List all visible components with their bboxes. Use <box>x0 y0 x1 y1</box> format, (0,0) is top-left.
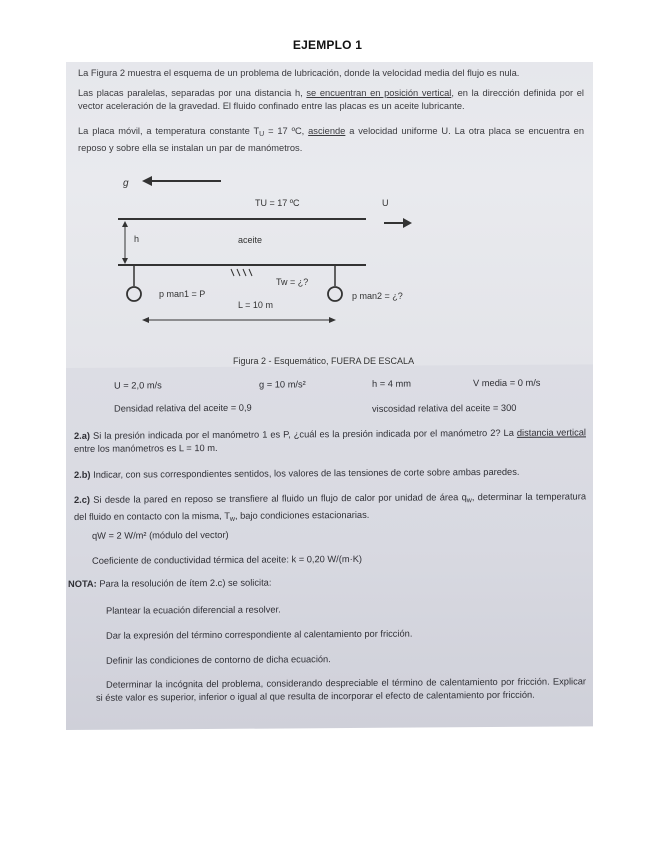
fluid-label: aceite <box>238 235 263 245</box>
q2b-number: 2.b) <box>74 469 91 480</box>
intro-p2-a: Las placas paralelas, separadas por una distancia h, <box>78 88 307 98</box>
manometer-1-icon <box>127 287 141 301</box>
q2b-text: Indicar, con sus correspondientes sentidos, los valores de las tensiones de corte sobre ambas paredes. <box>90 466 520 480</box>
h-arrow-bottom <box>122 258 128 264</box>
intro-p3-underlined: asciende <box>308 126 346 136</box>
q2a-underlined: distancia vertical <box>516 427 586 438</box>
heat-flux-hatches <box>231 269 252 276</box>
page-title: EJEMPLO 1 <box>292 38 363 52</box>
q2c-text-b: , determinar la temperatura del fluido en contacto con la misma, T <box>74 491 586 522</box>
nota-item-1: Plantear la ecuación diferencial a resolver. <box>106 604 281 616</box>
tu-label: TU = 17 ºC <box>255 198 300 208</box>
questions-photo <box>66 364 593 730</box>
nota-line <box>68 577 271 591</box>
qw-value: qW = 2 W/m² (módulo del vector) <box>92 529 229 541</box>
q2c-sub2: w <box>229 515 235 523</box>
q2a-text-b: entre los manómetros es L = 10 m. <box>74 442 218 454</box>
tw-label: Tw = ¿? <box>276 277 309 287</box>
param-viscosity: viscosidad relativa del aceite = 300 <box>372 402 517 414</box>
nota-label: NOTA: <box>68 578 97 589</box>
length-arrow-left <box>142 317 149 323</box>
length-arrow-right <box>329 317 336 323</box>
gravity-label: g <box>123 178 129 189</box>
question-2c <box>74 490 586 527</box>
q2c-sub: w <box>466 497 472 505</box>
problem-statement-photo <box>66 62 593 368</box>
q2c-text-a: Si desde la pared en reposo se transfiere al fluido un flujo de calor por unidad de área q <box>90 492 467 505</box>
q2c-number: 2.c) <box>74 494 91 505</box>
nota-item-3: Definir las condiciones de contorno de dicha ecuación. <box>106 654 331 666</box>
param-g: g = 10 m/s² <box>259 379 306 390</box>
intro-p3-sub: U <box>259 131 265 138</box>
q2c-text-c: , bajo condiciones estacionarias. <box>234 509 370 521</box>
pman2-label: p man2 = ¿? <box>352 291 403 301</box>
intro-paragraph-1: La Figura 2 muestra el esquema de un problema de lubricación, donde la velocidad media del flujo es nula. <box>78 68 520 78</box>
gravity-arrow-head <box>142 176 152 186</box>
h-arrow-top <box>122 221 128 227</box>
u-label: U <box>382 198 389 208</box>
length-label: L = 10 m <box>238 300 273 310</box>
param-u: U = 2,0 m/s <box>114 380 162 391</box>
intro-p2-b: , en la dirección definida por el vector aceleración de la gravedad. El fluido confinado entre las placas es un aceite lubricante. <box>78 88 584 111</box>
param-h: h = 4 mm <box>372 378 412 389</box>
nota-item-2: Dar la expresión del término correspondiente al calentamiento por fricción. <box>106 628 413 641</box>
question-2b <box>74 465 586 481</box>
intro-p3-b: = 17 ºC, <box>264 126 309 136</box>
q2a-number: 2.a) <box>74 430 91 441</box>
nota-item-4: Determinar la incógnita del problema, considerando despreciable el término de calentamiento por fricción. Explicar si éste valor es superior, inferior o igual al que resulta de incorporar el efecto de calentamiento por fricción. <box>96 676 586 703</box>
param-vmedia: V media = 0 m/s <box>473 377 541 389</box>
pman1-label: p man1 = P <box>159 289 206 299</box>
intro-p3-a: La placa móvil, a temperatura constante T <box>78 126 260 136</box>
manometer-2-icon <box>328 287 342 301</box>
q2a-text-a: Si la presión indicada por el manómetro 1 es P, ¿cuál es la presión indicada por el manómetro 2? La <box>90 427 517 441</box>
velocity-arrow-head <box>403 218 412 228</box>
figure-caption: Figura 2 - Esquemático, FUERA DE ESCALA <box>233 356 415 366</box>
conductivity-value: Coeficiente de conductividad térmica del aceite: k = 0,20 W/(m·K) <box>92 553 362 566</box>
param-density: Densidad relativa del aceite = 0,9 <box>114 402 252 414</box>
lubrication-schematic <box>66 62 593 368</box>
nota-text: Para la resolución de ítem 2.c) se solicita: <box>96 577 272 589</box>
question-2a <box>74 426 586 455</box>
intro-p2-underlined: se encuentran en posición vertical <box>306 88 452 98</box>
intro-p3-c: a velocidad uniforme U. La otra placa se encuentra en reposo y sobre ella se instalan un par de manómetros. <box>78 126 585 153</box>
h-label: h <box>134 234 140 244</box>
